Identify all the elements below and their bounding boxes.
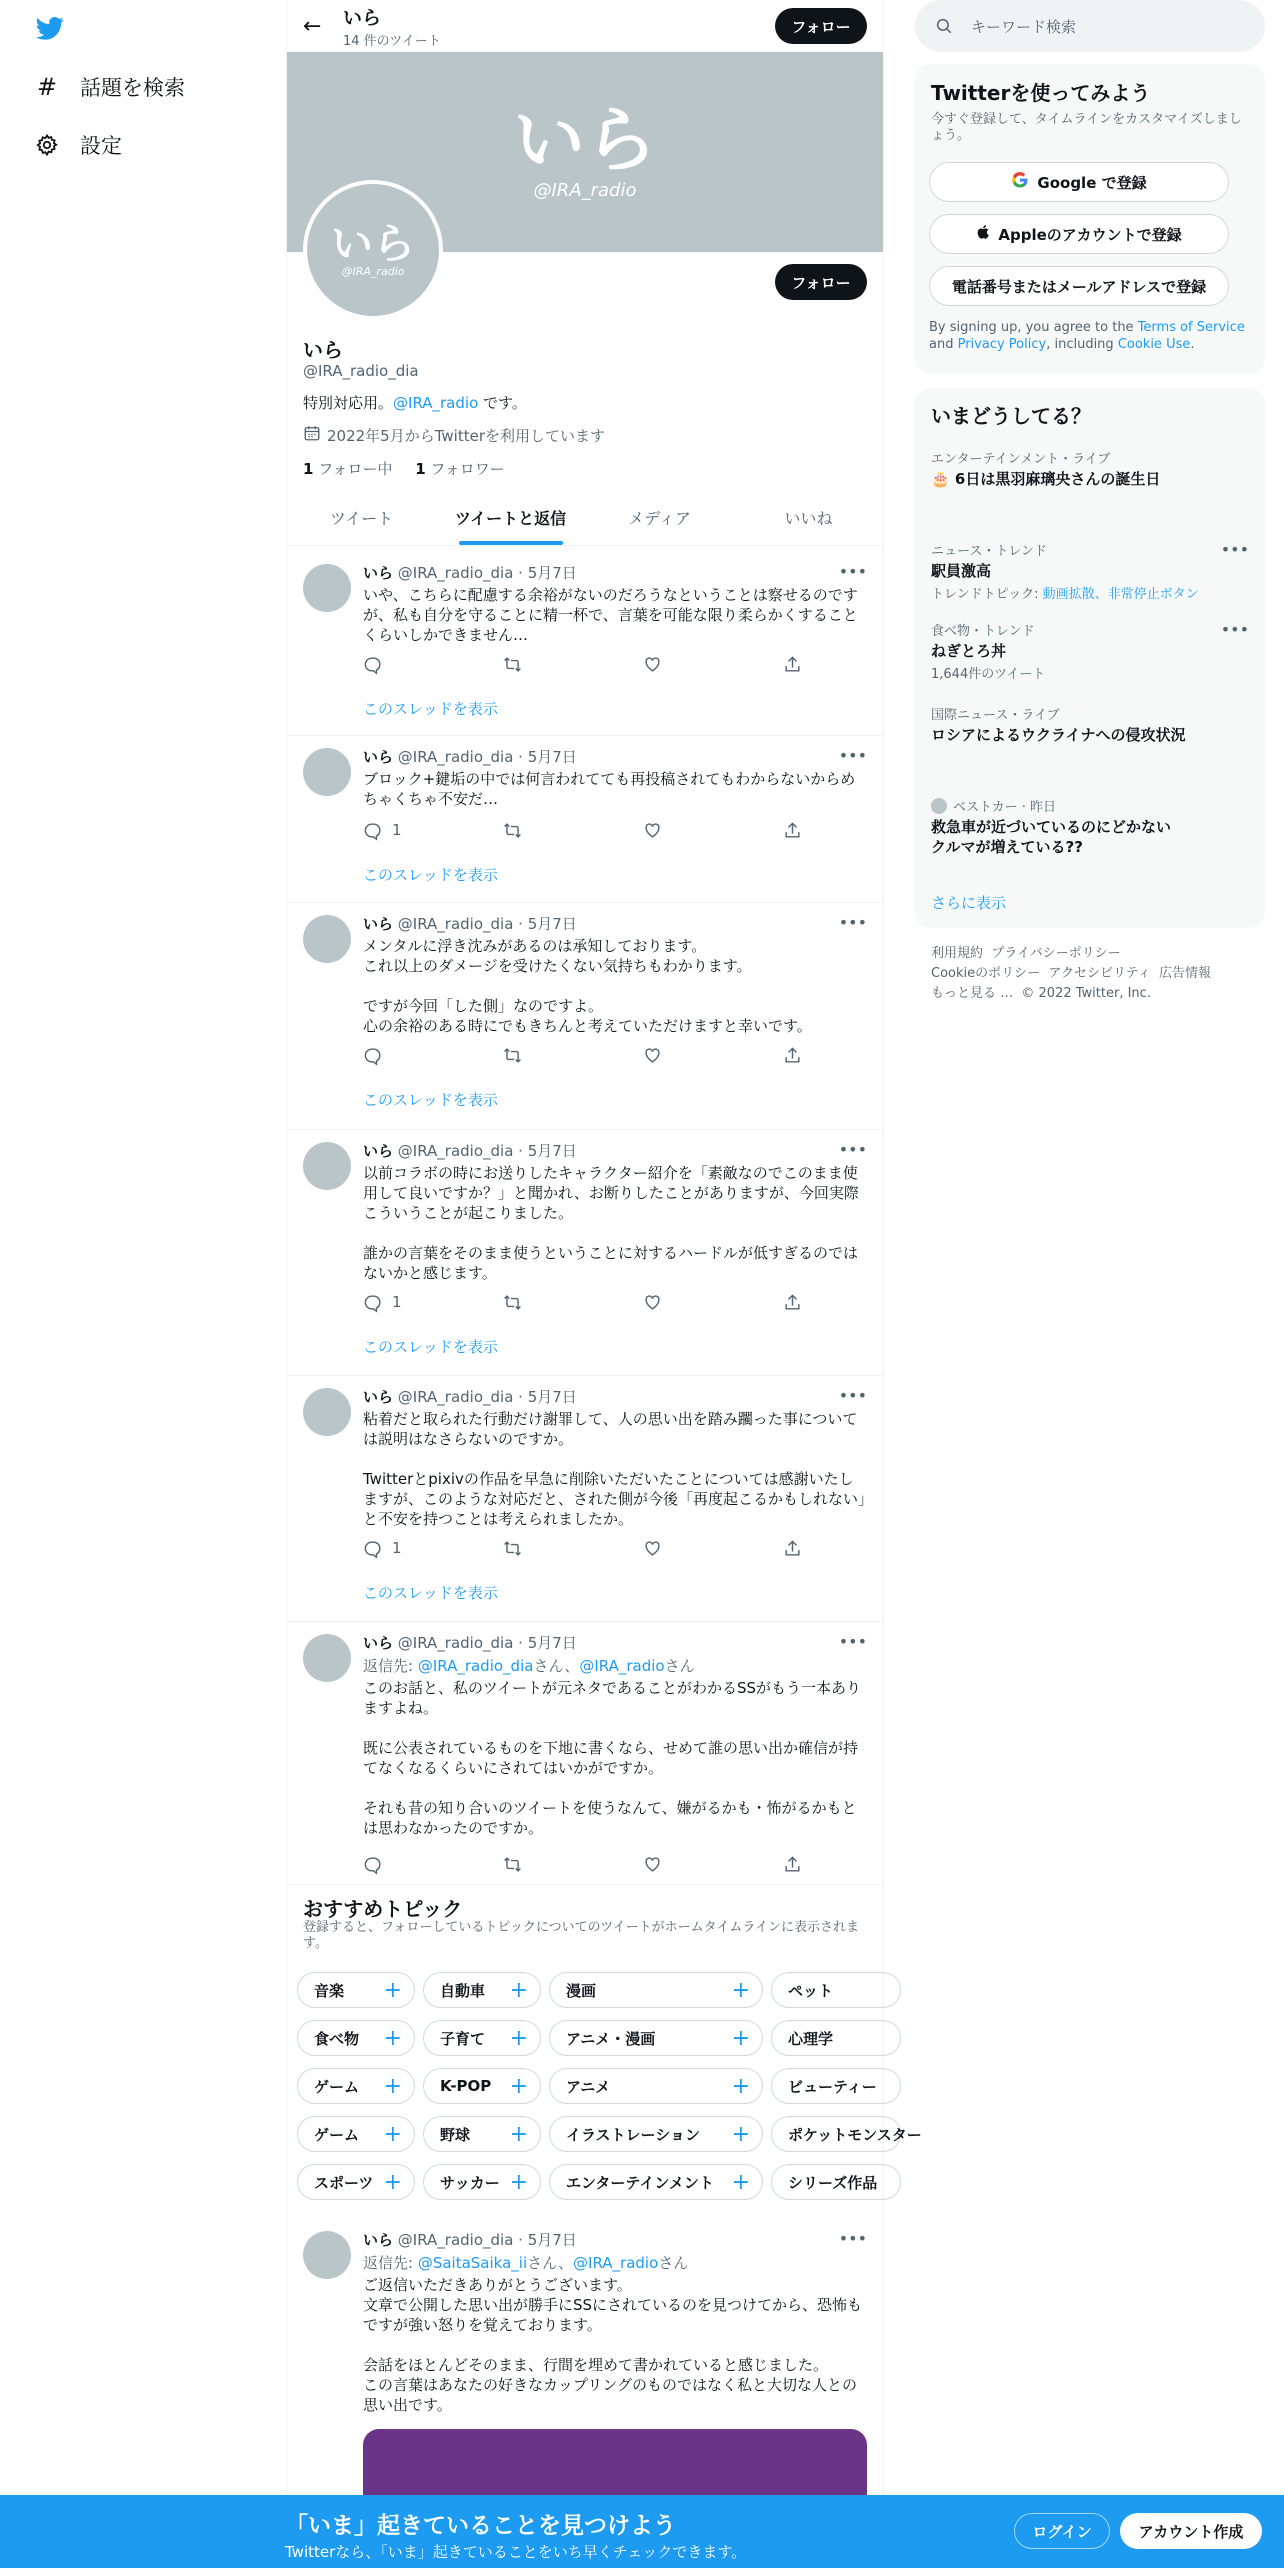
tweet-author-name[interactable]: いら bbox=[363, 748, 394, 766]
tweet-text: メンタルに浮き沈みがあるのは承知しております。 これ以上のダメージを受けたくない気持ちもわかります。 ですが今回「した側」なのですよ。 心の余裕のある時にでもきちんと考えていただけますと幸いです。 bbox=[363, 937, 812, 1035]
reply-button[interactable] bbox=[363, 652, 473, 676]
phone-signup-button[interactable]: 電話番号またはメールアドレスで登録 bbox=[929, 266, 1229, 306]
following-label: フォロー中 bbox=[318, 460, 393, 478]
search-placeholder: キーワード検索 bbox=[971, 17, 1077, 36]
topic-label: サッカー bbox=[440, 2173, 500, 2192]
show-thread-link[interactable]: このスレッドを表示 bbox=[363, 700, 498, 718]
trends-box bbox=[915, 388, 1265, 928]
more-icon[interactable]: ••• bbox=[1220, 620, 1249, 639]
plus-icon: + bbox=[383, 2121, 402, 2147]
topic-chip[interactable] bbox=[297, 2020, 415, 2056]
followers-link[interactable] bbox=[415, 460, 504, 478]
tweet-handle[interactable]: @IRA_radio_dia bbox=[397, 2231, 514, 2249]
tweet-date[interactable]: 5月7日 bbox=[527, 1142, 577, 1160]
retweet-button[interactable] bbox=[503, 1536, 613, 1560]
trend-item[interactable] bbox=[931, 620, 1249, 682]
search-icon bbox=[935, 17, 953, 35]
google-signup-button[interactable] bbox=[929, 162, 1229, 202]
topic-label: 自動車 bbox=[440, 1981, 486, 2000]
footer-more-link[interactable]: もっと見る … bbox=[931, 986, 1014, 1001]
bio-prefix: 特別対応用。 bbox=[303, 394, 394, 412]
tweet-text: ブロック+鍵垢の中では何言われてても再投稿されてもわからないからめちゃくちゃ不安だ… bbox=[363, 770, 856, 808]
welcome-box bbox=[915, 64, 1265, 374]
reply-prefix: 返信先: bbox=[363, 2254, 418, 2272]
privacy-link[interactable]: Privacy Policy bbox=[957, 337, 1047, 352]
trends-more-link[interactable]: さらに表示 bbox=[931, 894, 1007, 912]
tweet-header: いら @IRA_radio_dia · 5月7日 bbox=[363, 2231, 577, 2249]
more-icon[interactable]: ••• bbox=[838, 913, 867, 932]
tweet-actions bbox=[363, 1043, 803, 1067]
share-icon bbox=[783, 1855, 812, 1874]
topic-label: 漫画 bbox=[566, 1981, 597, 2000]
reply-icon bbox=[363, 1855, 392, 1874]
share-button[interactable] bbox=[783, 1852, 803, 1876]
tweet-handle[interactable]: @IRA_radio_dia bbox=[397, 748, 514, 766]
tweet-text: このお話と、私のツイートが元ネタであることがわかるSSがもう一本ありますよね。 既に公表されているものを下地に書くなら、せめて誰の思い出か確信が持てなくなるくらいにされてはいかがですか。 それも昔の知り合いのツイートを使うなんて、嫌がるかも・怖がるかもとは思わなかったのですか。 bbox=[363, 1679, 861, 1837]
tweet-text: いや、こちらに配慮する余裕がないのだろうなということは察せるのですが、私も自分を守ることに精一杯で、言葉を可能な限り柔らかくすることくらいしかできません… bbox=[363, 586, 858, 644]
tweet-date[interactable]: 5月7日 bbox=[527, 2231, 577, 2249]
topic-label: スポーツ bbox=[314, 2173, 374, 2192]
more-icon[interactable]: ••• bbox=[838, 2229, 867, 2248]
tweet-header: いら @IRA_radio_dia · 5月7日 bbox=[363, 1634, 577, 1652]
like-button[interactable] bbox=[643, 1852, 753, 1876]
topic-chip[interactable] bbox=[423, 2020, 541, 2056]
footer-links bbox=[931, 944, 1261, 1004]
reply-count: 1 bbox=[392, 1293, 402, 1311]
topic-label: 野球 bbox=[440, 2125, 471, 2144]
cookie-link[interactable]: Cookie Use bbox=[1117, 337, 1191, 352]
tweet-header: いら @IRA_radio_dia · 5月7日 bbox=[363, 1142, 577, 1160]
tweet[interactable] bbox=[287, 736, 883, 903]
reply-count: 1 bbox=[392, 1539, 402, 1557]
tweet-avatar[interactable] bbox=[303, 915, 351, 963]
more-icon[interactable]: ••• bbox=[838, 1632, 867, 1651]
topic-label: ゲーム bbox=[314, 2077, 360, 2096]
topic-chip[interactable] bbox=[771, 2020, 901, 2056]
legal-text bbox=[929, 319, 1254, 353]
profile-avatar[interactable] bbox=[303, 180, 443, 320]
heart-icon bbox=[643, 655, 672, 674]
trend-category: 国際ニュース・ライブ bbox=[931, 708, 1060, 723]
tweet-text: 以前コラボの時にお送りしたキャラクター紹介を「素敵なのでこのまま使用して良いですか？」と聞かれ、お断りしたことがありますが、今回実際こういうことが起こりました。 誰かの言葉をそのまま使うということに対するハードルが低すぎるのではないかと感じます。 bbox=[363, 1164, 859, 1282]
google-signup-label: Google で登録 bbox=[1037, 173, 1147, 192]
retweet-icon bbox=[503, 1539, 532, 1558]
tweet-avatar[interactable] bbox=[303, 1142, 351, 1190]
bio-link[interactable]: @IRA_radio bbox=[393, 394, 479, 412]
retweet-button[interactable] bbox=[503, 1852, 613, 1876]
topic-label: アニメ・漫画 bbox=[566, 2029, 656, 2048]
following-count: 1 bbox=[303, 460, 314, 478]
topic-chip[interactable] bbox=[423, 2068, 541, 2104]
trend-title: ロシアによるウクライナへの侵攻状況 bbox=[931, 726, 1186, 744]
tweet-avatar[interactable] bbox=[303, 1388, 351, 1436]
banner-big-text: いら bbox=[512, 97, 657, 182]
reply-to-link[interactable]: @IRA_radio bbox=[573, 2254, 659, 2272]
topic-chip[interactable] bbox=[423, 2116, 541, 2152]
trend-item[interactable] bbox=[931, 796, 1249, 857]
tab-media[interactable]: メディア bbox=[628, 509, 691, 528]
profile-stats bbox=[303, 458, 863, 479]
plus-icon: + bbox=[383, 2025, 402, 2051]
signup-button[interactable]: アカウント作成 bbox=[1120, 2513, 1262, 2549]
tweet-handle[interactable]: @IRA_radio_dia bbox=[397, 564, 514, 582]
tweet-body bbox=[363, 746, 867, 809]
tweet-text: 粘着だと取られた行動だけ謝罪して、人の思い出を踏み躙った事については説明はなさらないのですか。 Twitterとpixivの作品を早急に削除いただいたことについては感謝いたしますが、このような対応だと、された側が今後「再度起こるかもしれない」と不安を持つことは考えられましたか。 bbox=[363, 1410, 866, 1528]
footer-copyright: © 2022 Twitter, Inc. bbox=[1021, 986, 1151, 1001]
tweet-actions bbox=[363, 1852, 803, 1876]
reply-suffix: さん bbox=[664, 1657, 695, 1675]
footer-link[interactable]: Cookieのポリシー bbox=[931, 966, 1041, 981]
plus-icon: + bbox=[731, 1977, 750, 2003]
share-button[interactable] bbox=[783, 1536, 803, 1560]
reply-icon bbox=[363, 1293, 392, 1312]
show-thread-link[interactable]: このスレッドを表示 bbox=[363, 1338, 498, 1356]
header-follow-button[interactable]: フォロー bbox=[775, 8, 867, 44]
reply-button[interactable] bbox=[363, 818, 473, 842]
topic-label: 食べ物 bbox=[314, 2029, 360, 2048]
topic-label: アニメ bbox=[566, 2077, 611, 2096]
reply-icon bbox=[363, 1046, 392, 1065]
plus-icon: + bbox=[731, 2025, 750, 2051]
topic-chip[interactable] bbox=[771, 1972, 901, 2008]
tweet-handle[interactable]: @IRA_radio_dia bbox=[397, 1142, 514, 1160]
like-button[interactable] bbox=[643, 1290, 753, 1314]
tweet-author-name[interactable]: いら bbox=[363, 1142, 394, 1160]
reply-icon bbox=[363, 1539, 392, 1558]
trend-sub bbox=[931, 583, 1249, 602]
plus-icon: + bbox=[509, 2121, 528, 2147]
main-column bbox=[286, 0, 922, 2568]
plus-icon: + bbox=[731, 2169, 750, 2195]
tweet-author-name[interactable]: いら bbox=[363, 564, 394, 582]
bottom-sub: Twitterなら、「いま」起きていることをいち早くチェックできます。 bbox=[285, 2543, 747, 2561]
login-button[interactable]: ログイン bbox=[1014, 2513, 1110, 2549]
reply-to bbox=[363, 1655, 867, 1676]
tweet-avatar[interactable] bbox=[303, 564, 351, 612]
retweet-icon bbox=[503, 821, 532, 840]
legal-and: and bbox=[929, 337, 958, 352]
tweet-date[interactable]: 5月7日 bbox=[527, 564, 577, 582]
share-button[interactable] bbox=[783, 1290, 803, 1314]
more-icon[interactable]: ••• bbox=[838, 562, 867, 581]
topic-label: イラストレーション bbox=[566, 2125, 700, 2144]
tweet-body bbox=[363, 913, 867, 1036]
topic-label: 子育て bbox=[440, 2029, 486, 2048]
search-input[interactable] bbox=[915, 0, 1265, 52]
trend-item[interactable] bbox=[931, 540, 1249, 602]
share-button[interactable] bbox=[783, 652, 803, 676]
topic-chip[interactable] bbox=[549, 2068, 763, 2104]
tweet-date[interactable]: 5月7日 bbox=[527, 915, 577, 933]
reply-button[interactable] bbox=[363, 1536, 473, 1560]
retweet-icon bbox=[503, 1046, 532, 1065]
topic-label: 音楽 bbox=[314, 1981, 345, 2000]
nav-explore-label: 話題を検索 bbox=[80, 76, 185, 100]
following-link[interactable] bbox=[303, 460, 392, 478]
more-icon[interactable]: ••• bbox=[838, 1140, 867, 1159]
welcome-title: Twitterを使ってみよう bbox=[931, 81, 1151, 105]
reply-mid: さん、 bbox=[533, 1657, 580, 1675]
reply-button[interactable] bbox=[363, 1852, 473, 1876]
reply-to-link[interactable]: @IRA_radio_dia bbox=[417, 1657, 534, 1675]
show-thread-link[interactable]: このスレッドを表示 bbox=[363, 1091, 498, 1109]
trend-title: 🎂 6日は黒羽麻璃央さんの誕生日 bbox=[931, 470, 1161, 488]
topic-chip[interactable] bbox=[297, 2164, 415, 2200]
terms-link[interactable]: Terms of Service bbox=[1137, 320, 1245, 335]
reply-suffix: さん bbox=[658, 2254, 689, 2272]
retweet-icon bbox=[503, 1293, 532, 1312]
topic-chip[interactable] bbox=[771, 2164, 901, 2200]
more-icon[interactable]: ••• bbox=[1220, 540, 1249, 559]
tab-tweets[interactable]: ツイート bbox=[329, 509, 394, 528]
footer-link[interactable]: 利用規約 bbox=[931, 946, 984, 961]
legal-end: . bbox=[1190, 337, 1195, 352]
profile-handle: @IRA_radio_dia bbox=[303, 362, 419, 380]
topic-chip[interactable] bbox=[549, 1972, 763, 2008]
footer-link[interactable]: 広告情報 bbox=[1158, 966, 1211, 981]
tweet-body bbox=[363, 1140, 867, 1283]
reply-button[interactable] bbox=[363, 1290, 473, 1314]
trend-item[interactable] bbox=[931, 448, 1249, 489]
tweet[interactable] bbox=[287, 1622, 883, 1885]
more-icon[interactable]: ••• bbox=[838, 746, 867, 765]
bottom-headline: 「いま」起きていることを見つけよう bbox=[285, 2513, 676, 2539]
google-icon bbox=[1011, 171, 1029, 193]
topic-chip[interactable] bbox=[423, 2164, 541, 2200]
share-icon bbox=[783, 1539, 812, 1558]
trend-sub-prefix: トレンドトピック: bbox=[931, 587, 1043, 602]
topic-chip[interactable] bbox=[771, 2068, 901, 2104]
tweet-body bbox=[363, 1632, 867, 1838]
trend-item[interactable] bbox=[931, 704, 1249, 745]
plus-icon: + bbox=[731, 2121, 750, 2147]
reply-icon bbox=[363, 655, 392, 674]
heart-icon bbox=[643, 1539, 672, 1558]
tweet-text: ご返信いただきありがとうございます。 文章で公開した思い出が勝手にSSにされているのを見つけてから、恐怖もですが強い怒りを覚えております。 会話をほとんどそのまま、行間を埋めて書かれていると感じました。 この言葉はあなたの好きなカップリングのものではなく私と大切な人との思い出です。 bbox=[363, 2276, 863, 2414]
show-thread-link[interactable]: このスレッドを表示 bbox=[363, 1584, 498, 1602]
tweet-handle[interactable]: @IRA_radio_dia bbox=[397, 915, 514, 933]
retweet-button[interactable] bbox=[503, 1290, 613, 1314]
topic-label: ペット bbox=[788, 1981, 834, 2000]
tweet-handle[interactable]: @IRA_radio_dia bbox=[397, 1388, 514, 1406]
banner-handle-text: @IRA_radio bbox=[533, 179, 637, 201]
tweet-header: いら @IRA_radio_dia · 5月7日 bbox=[363, 1388, 577, 1406]
trend-sub-link[interactable]: 動画拡散、非常停止ボタン bbox=[1042, 587, 1199, 602]
footer-link[interactable]: プライバシーポリシー bbox=[991, 946, 1121, 961]
profile-name: いら bbox=[303, 338, 343, 362]
like-button[interactable] bbox=[643, 818, 753, 842]
topic-chip[interactable] bbox=[297, 2068, 415, 2104]
reply-prefix: 返信先: bbox=[363, 1657, 418, 1675]
topic-chip[interactable] bbox=[549, 2020, 763, 2056]
like-button[interactable] bbox=[643, 1043, 753, 1067]
welcome-subtitle: 今すぐ登録して、タイムラインをカスタマイズしましょう。 bbox=[931, 112, 1242, 143]
like-button[interactable] bbox=[643, 1536, 753, 1560]
tab-tweets-and-replies[interactable]: ツイートと返信 bbox=[436, 490, 585, 545]
tweet[interactable] bbox=[287, 1130, 883, 1376]
plus-icon: + bbox=[509, 1977, 528, 2003]
heart-icon bbox=[643, 1046, 672, 1065]
trend-category: ニュース・トレンド bbox=[931, 544, 1048, 559]
joined-text: 2022年5月からTwitterを利用しています bbox=[327, 426, 605, 445]
tweet-avatar[interactable] bbox=[303, 2231, 351, 2279]
heart-icon bbox=[643, 1293, 672, 1312]
apple-signup-button[interactable] bbox=[929, 214, 1229, 254]
topic-chip[interactable] bbox=[297, 1972, 415, 2008]
topic-chip[interactable] bbox=[297, 2116, 415, 2152]
share-button[interactable] bbox=[783, 818, 803, 842]
tweet-header: いら @IRA_radio_dia · 5月7日 bbox=[363, 915, 577, 933]
topic-label: ポケットモンスター bbox=[788, 2125, 922, 2144]
like-button[interactable] bbox=[643, 652, 753, 676]
trend-title: 救急車が近づいているのにどかないクルマが増えている?? bbox=[931, 818, 1172, 856]
retweet-button[interactable] bbox=[503, 1043, 613, 1067]
tweet-author-name[interactable]: いら bbox=[363, 1634, 394, 1652]
tweet-avatar[interactable] bbox=[303, 1634, 351, 1682]
topic-label: ビューティー bbox=[788, 2077, 877, 2096]
nav-settings-label: 設定 bbox=[80, 134, 122, 158]
profile-joined bbox=[303, 424, 863, 446]
tweet-author-name[interactable]: いら bbox=[363, 2231, 394, 2249]
tweet-header: いら @IRA_radio_dia · 5月7日 bbox=[363, 564, 577, 582]
header-tweet-count: 14 件のツイート bbox=[343, 34, 441, 49]
topics-title: おすすめトピック bbox=[303, 1897, 463, 1921]
topic-label: K-POP bbox=[440, 2077, 492, 2095]
retweet-button[interactable] bbox=[503, 818, 613, 842]
tab-likes[interactable]: いいね bbox=[784, 509, 833, 528]
share-icon bbox=[783, 821, 812, 840]
trend-category: 食べ物・トレンド bbox=[931, 624, 1035, 639]
trends-title: いまどうしてる？ bbox=[931, 404, 1091, 428]
topic-label: ゲーム bbox=[314, 2125, 360, 2144]
avatar-handle-text: @IRA_radio bbox=[341, 264, 405, 278]
profile-follow-button[interactable]: フォロー bbox=[775, 264, 867, 300]
gear-icon bbox=[34, 132, 60, 158]
plus-icon: + bbox=[509, 2073, 528, 2099]
share-icon bbox=[783, 1293, 812, 1312]
reply-to-link[interactable]: @SaitaSaika_ii bbox=[417, 2254, 528, 2272]
reply-to-link[interactable]: @IRA_radio bbox=[579, 1657, 665, 1675]
apple-signup-label: Appleのアカウントで登録 bbox=[998, 225, 1182, 244]
source-avatar bbox=[931, 798, 947, 814]
left-sidebar bbox=[0, 0, 286, 2568]
plus-icon: + bbox=[509, 2025, 528, 2051]
tweet-date[interactable]: 5月7日 bbox=[527, 1388, 577, 1406]
avatar-big-text: いら bbox=[330, 218, 415, 268]
legal-prefix: By signing up, you agree to the bbox=[929, 320, 1138, 335]
reply-count: 1 bbox=[392, 821, 402, 839]
tweet[interactable] bbox=[287, 552, 883, 736]
tweet-actions bbox=[363, 652, 803, 676]
tweet-body bbox=[363, 1386, 867, 1529]
nav-explore[interactable] bbox=[34, 67, 185, 107]
show-thread-link[interactable]: このスレッドを表示 bbox=[363, 866, 498, 884]
trend-title: ねぎとろ丼 bbox=[931, 642, 1007, 660]
trend-title: 駅員激高 bbox=[931, 562, 992, 580]
tweet-header: いら @IRA_radio_dia · 5月7日 bbox=[363, 748, 577, 766]
tweet-author-name[interactable]: いら bbox=[363, 915, 394, 933]
legal-including: , including bbox=[1046, 337, 1118, 352]
apple-icon bbox=[976, 224, 992, 244]
profile-tabs bbox=[287, 490, 883, 546]
topic-chip[interactable] bbox=[549, 2164, 763, 2200]
tweet-author-name[interactable]: いら bbox=[363, 1388, 394, 1406]
more-icon[interactable]: ••• bbox=[838, 1386, 867, 1405]
tweet-date[interactable]: 5月7日 bbox=[527, 1634, 577, 1652]
footer-link[interactable]: アクセシビリティ bbox=[1048, 966, 1151, 981]
share-icon bbox=[783, 1046, 812, 1065]
trend-category: エンターテインメント・ライブ bbox=[931, 452, 1111, 467]
tweet-body bbox=[363, 2229, 867, 2415]
profile-header bbox=[287, 0, 883, 52]
bottom-signup-bar bbox=[0, 2495, 1284, 2568]
topics-subtitle: 登録すると、フォローしているトピックについてのツイートがホームタイムラインに表示されます。 bbox=[303, 1920, 860, 1951]
bio-suffix: です。 bbox=[478, 394, 527, 412]
reply-to bbox=[363, 2252, 867, 2273]
profile-bio bbox=[303, 392, 863, 413]
trend-category: ベストカー · 昨日 bbox=[953, 800, 1057, 815]
heart-icon bbox=[643, 1855, 672, 1874]
share-button[interactable] bbox=[783, 1043, 803, 1067]
trend-category-row bbox=[931, 796, 1249, 815]
topic-chip[interactable] bbox=[771, 2116, 922, 2152]
tweet-actions bbox=[363, 1536, 803, 1560]
tweet-date[interactable]: 5月7日 bbox=[527, 748, 577, 766]
tweet[interactable] bbox=[287, 1376, 883, 1622]
back-arrow-icon[interactable]: ← bbox=[303, 13, 322, 39]
topic-chip[interactable] bbox=[423, 1972, 541, 2008]
heart-icon bbox=[643, 821, 672, 840]
topic-label: エンターテインメント bbox=[566, 2173, 714, 2192]
reply-mid: さん、 bbox=[527, 2254, 574, 2272]
topic-label: 心理学 bbox=[788, 2029, 834, 2048]
followers-count: 1 bbox=[415, 460, 426, 478]
topic-label: シリーズ作品 bbox=[788, 2173, 878, 2192]
header-name: いら bbox=[343, 7, 382, 29]
tweet-actions bbox=[363, 818, 803, 842]
reply-icon bbox=[363, 821, 392, 840]
tweet-body bbox=[363, 562, 867, 645]
tweet[interactable] bbox=[287, 903, 883, 1130]
plus-icon: + bbox=[383, 2169, 402, 2195]
topic-chip[interactable] bbox=[549, 2116, 763, 2152]
plus-icon: + bbox=[509, 2169, 528, 2195]
plus-icon: + bbox=[383, 1977, 402, 2003]
retweet-button[interactable] bbox=[503, 652, 613, 676]
tweet-handle[interactable]: @IRA_radio_dia bbox=[397, 1634, 514, 1652]
tweet[interactable] bbox=[287, 2219, 883, 2519]
followers-label: フォロワー bbox=[430, 460, 505, 478]
tweet-actions bbox=[363, 1290, 803, 1314]
plus-icon: + bbox=[731, 2073, 750, 2099]
reply-button[interactable] bbox=[363, 1043, 473, 1067]
hashtag-icon: # bbox=[36, 73, 58, 101]
trend-sub: 1,644件のツイート bbox=[931, 667, 1046, 682]
calendar-icon bbox=[303, 424, 321, 446]
retweet-icon bbox=[503, 655, 532, 674]
share-icon bbox=[783, 655, 812, 674]
retweet-icon bbox=[503, 1855, 532, 1874]
nav-settings[interactable] bbox=[34, 125, 122, 165]
tweet-avatar[interactable] bbox=[303, 748, 351, 796]
twitter-bird-icon[interactable] bbox=[34, 14, 66, 42]
plus-icon: + bbox=[383, 2073, 402, 2099]
